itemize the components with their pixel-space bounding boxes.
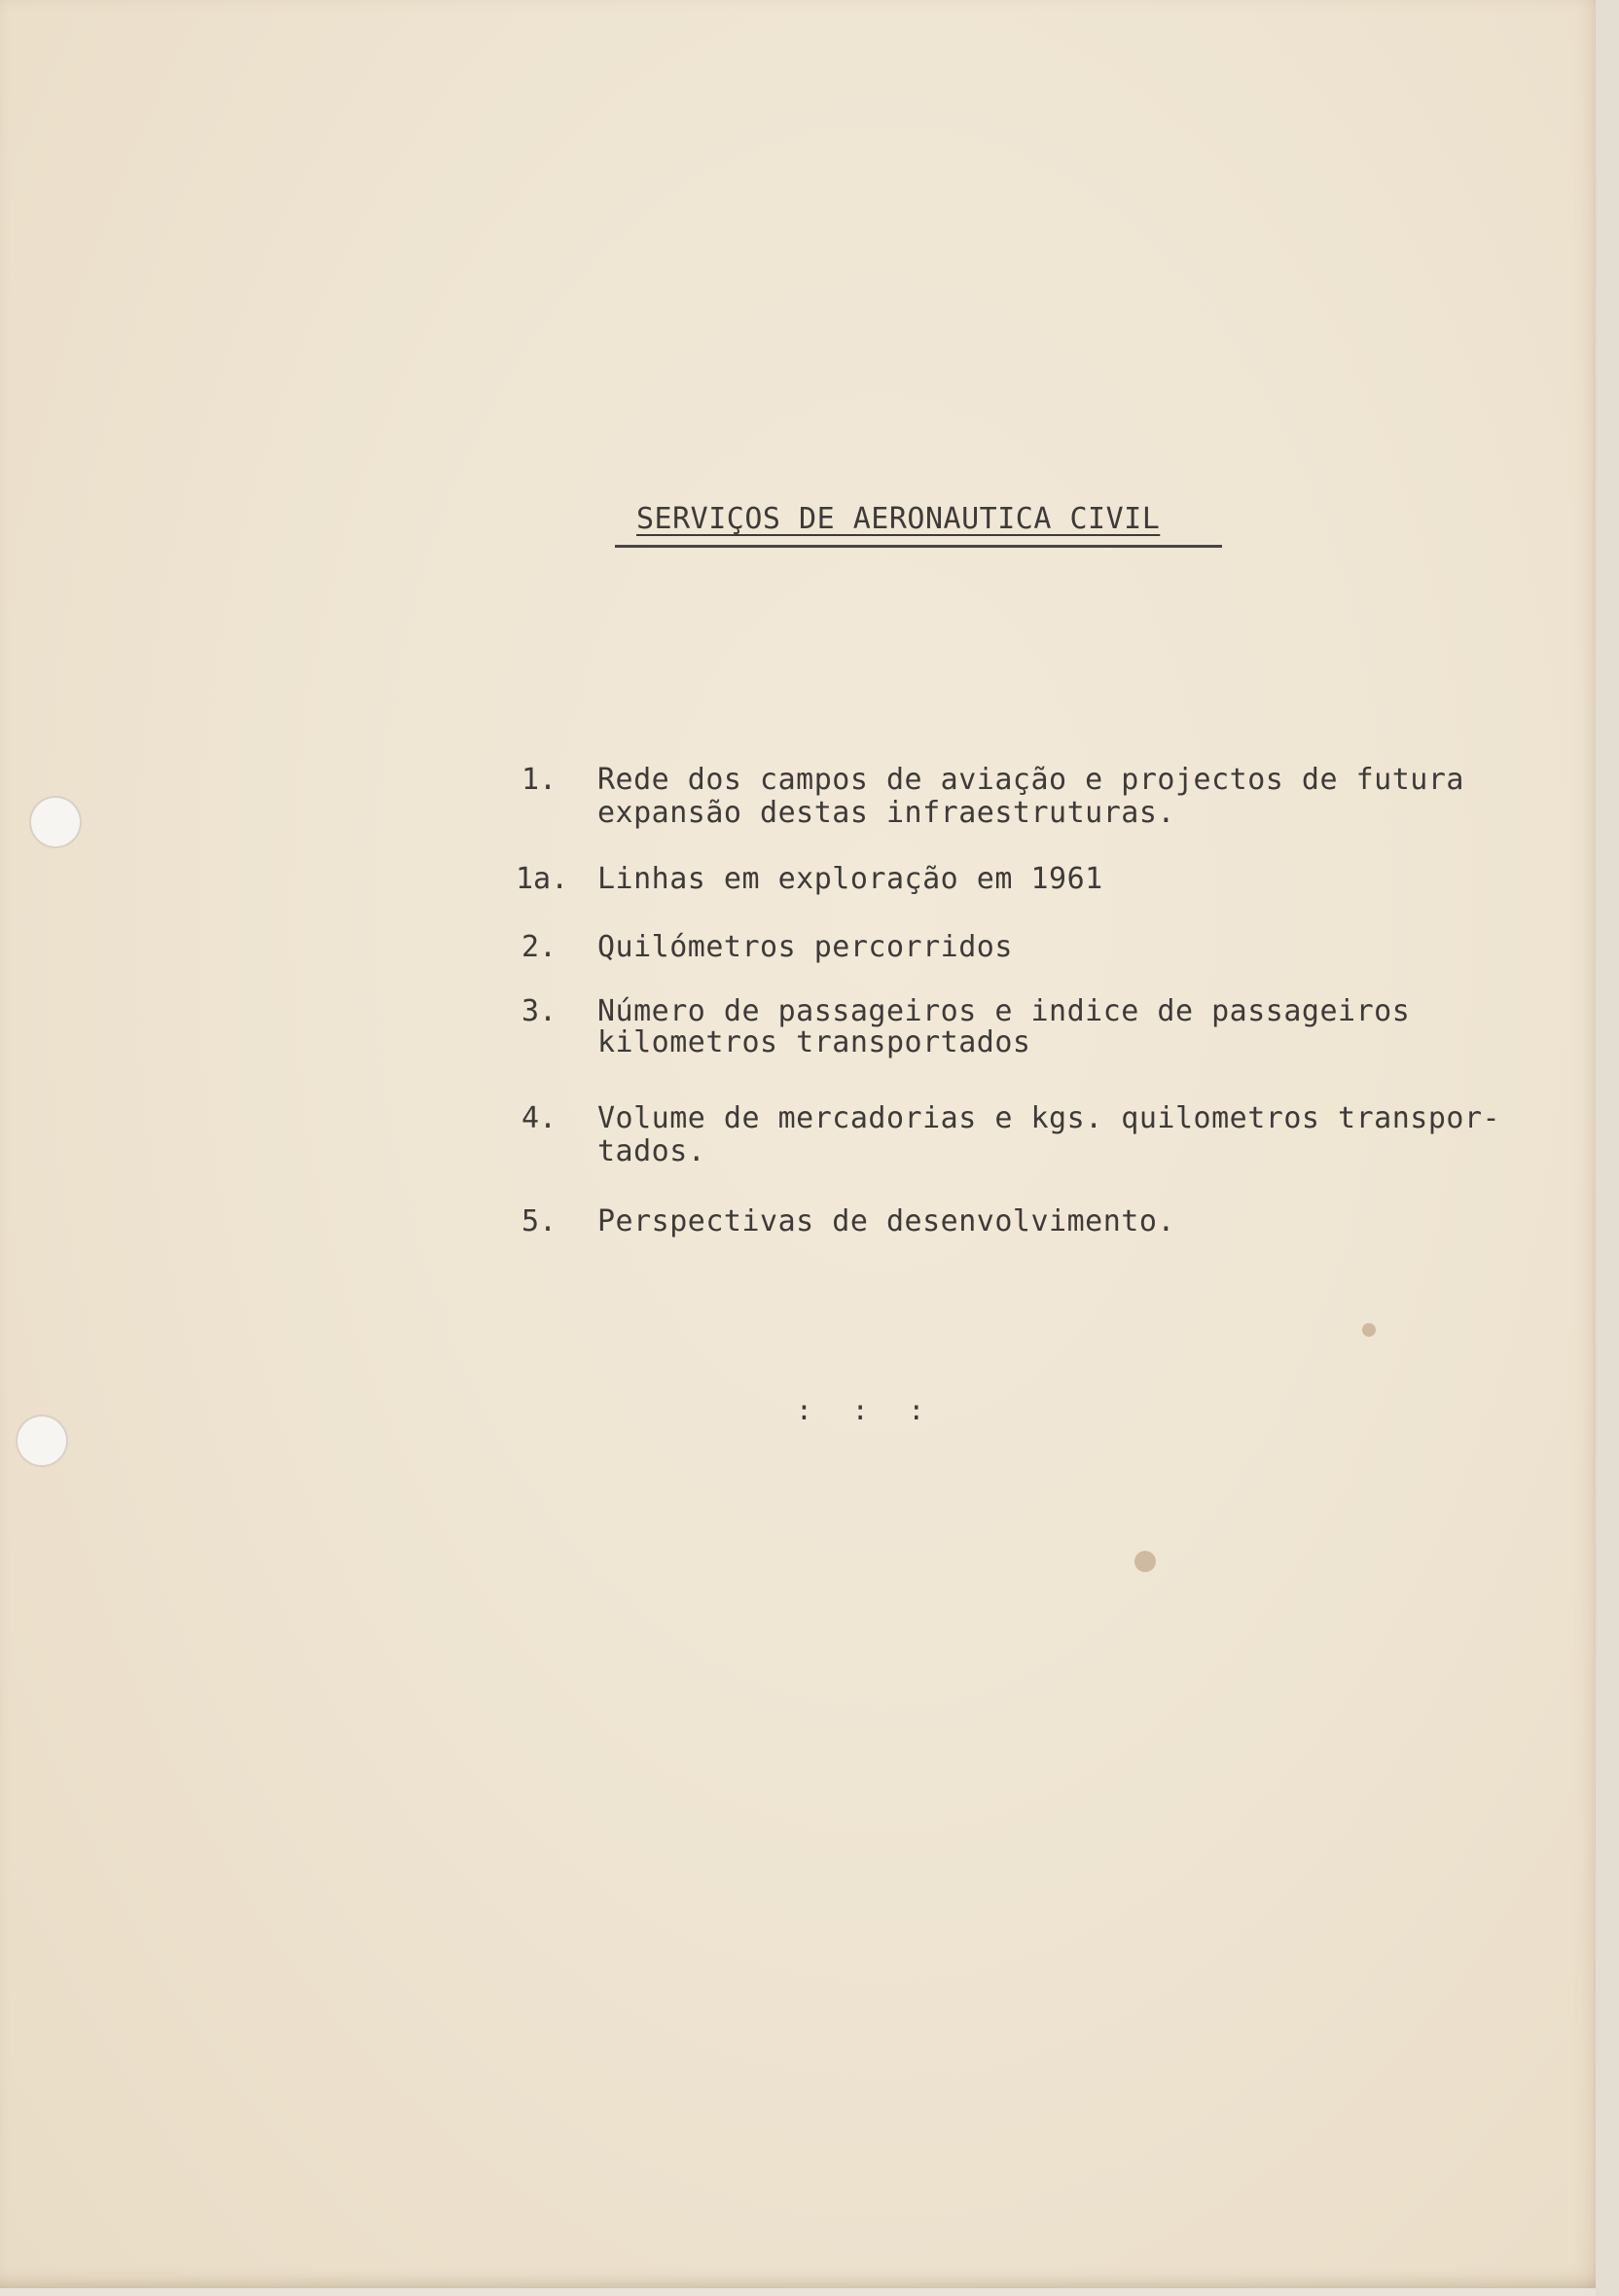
paper-stain — [1134, 1551, 1156, 1572]
item-text-line: expansão destas infraestruturas. — [597, 796, 1175, 830]
item-number: 5. — [522, 1204, 558, 1238]
punch-hole-top — [31, 798, 80, 846]
item-number: 4. — [522, 1101, 558, 1135]
item-text-line: Quilómetros percorridos — [597, 930, 1013, 964]
item-text-line: Número de passageiros e indice de passageiros — [597, 994, 1411, 1028]
page-title: SERVIÇOS DE AERONAUTICA CIVIL — [636, 502, 1161, 536]
end-marks: : : : — [796, 1394, 937, 1426]
page-edge — [1596, 0, 1619, 2296]
item-text-line: Rede dos campos de aviação e projectos de futura — [597, 763, 1464, 797]
item-text-line: Perspectivas de desenvolvimento. — [597, 1204, 1175, 1238]
item-number: 2. — [522, 930, 558, 964]
item-text-line: kilometros transportados — [597, 1025, 1031, 1059]
title-underline — [615, 545, 1222, 548]
item-number: 1. — [522, 763, 558, 797]
item-text-line: Volume de mercadorias e kgs. quilometros transpor- — [597, 1101, 1501, 1135]
item-number: 3. — [522, 994, 558, 1028]
item-number: 1a. — [516, 862, 569, 896]
punch-hole-bottom — [18, 1417, 66, 1465]
item-text-line: tados. — [597, 1134, 706, 1168]
paper-stain — [1362, 1323, 1376, 1337]
item-text-line: Linhas em exploração em 1961 — [597, 862, 1103, 896]
